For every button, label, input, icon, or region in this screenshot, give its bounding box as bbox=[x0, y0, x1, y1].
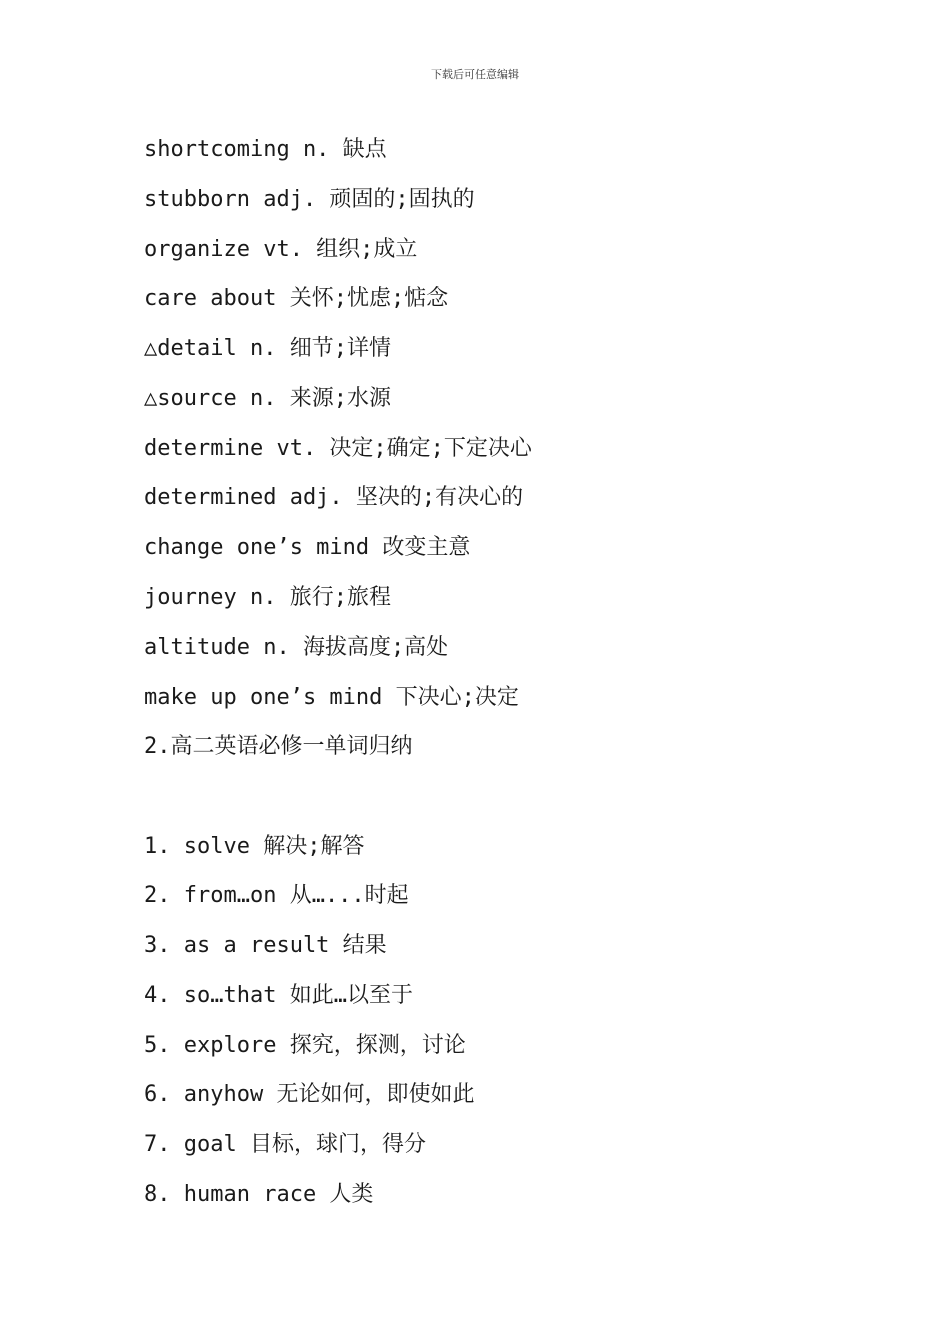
numbered-vocab-entry: 6. anyhow 无论如何，即使如此 bbox=[144, 1082, 475, 1107]
vocab-entry: altitude n. 海拔高度;高处 bbox=[144, 635, 449, 660]
vocab-entry: make up one’s mind 下决心;决定 bbox=[144, 685, 519, 710]
numbered-vocab-entry: 5. explore 探究，探测，讨论 bbox=[144, 1033, 466, 1058]
page-header-note: 下载后可任意编辑 bbox=[431, 68, 519, 81]
vocab-entry: △detail n. 细节;详情 bbox=[144, 336, 391, 361]
numbered-vocab-entry: 8. human race 人类 bbox=[144, 1182, 374, 1207]
vocab-entry: determine vt. 决定;确定;下定决心 bbox=[144, 436, 532, 461]
vocab-entry: determined adj. 坚决的;有决心的 bbox=[144, 485, 524, 510]
numbered-vocab-entry: 4. so…that 如此…以至于 bbox=[144, 983, 413, 1008]
vocab-entry: △source n. 来源;水源 bbox=[144, 386, 391, 411]
vocab-entry: journey n. 旅行;旅程 bbox=[144, 585, 391, 610]
vocab-entry: change one’s mind 改变主意 bbox=[144, 535, 471, 560]
numbered-vocab-entry: 1. solve 解决;解答 bbox=[144, 834, 365, 859]
numbered-vocab-entry: 7. goal 目标，球门，得分 bbox=[144, 1132, 426, 1157]
section-heading: 2.高二英语必修一单词归纳 bbox=[144, 734, 413, 759]
vocab-entry: stubborn adj. 顽固的;固执的 bbox=[144, 187, 475, 212]
vocab-entry: organize vt. 组织;成立 bbox=[144, 237, 418, 262]
vocab-entry: care about 关怀;忧虑;惦念 bbox=[144, 286, 449, 311]
vocab-entry: shortcoming n. 缺点 bbox=[144, 137, 387, 162]
numbered-vocab-entry: 3. as a result 结果 bbox=[144, 933, 387, 958]
numbered-vocab-entry: 2. from…on 从…...时起 bbox=[144, 883, 409, 908]
